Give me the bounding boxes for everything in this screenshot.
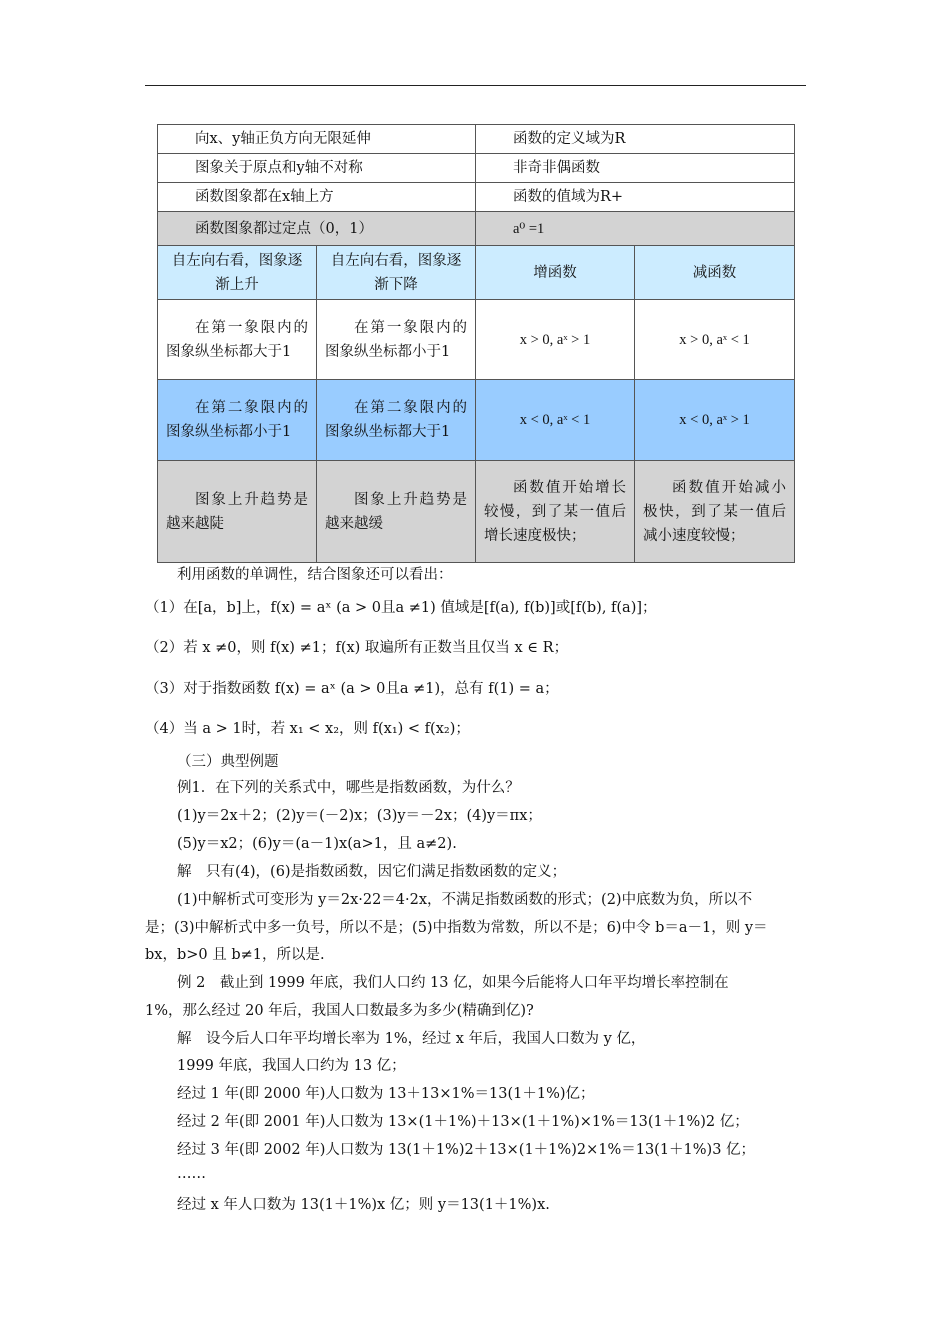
table-cell: 图象上升趋势是越来越缓: [317, 461, 476, 563]
table-cell: a⁰ =1: [476, 212, 795, 246]
table-cell: 在第二象限内的图象纵坐标都小于1: [158, 380, 317, 461]
table-row: [158, 246, 795, 300]
table-row: [158, 125, 795, 154]
paragraph: （4）当 a > 1时，若 x₁ < x₂，则 f(x₁) < f(x₂)；: [145, 721, 470, 737]
paragraph: (1)中解析式可变形为 y＝2x·22＝4·2x，不满足指数函数的形式；(2)中底数为负，所以不: [177, 892, 753, 908]
paragraph: （2）若 x ≠0，则 f(x) ≠1；f(x) 取遍所有正数当且仅当 x ∈ R；: [145, 640, 569, 656]
paragraph: 经过 1 年(即 2000 年)人口数为 13＋13×1%＝13(1＋1%)亿；: [177, 1086, 595, 1102]
table-row: [158, 461, 795, 563]
paragraph: 解 设今后人口年平均增长率为 1%，经过 x 年后，我国人口数为 y 亿，: [177, 1031, 646, 1047]
table-cell: 函数值开始减小极快，到了某一值后减小速度较慢；: [635, 461, 795, 563]
table-cell: x > 0, aˣ < 1: [635, 300, 795, 380]
table-row: [158, 380, 795, 461]
table-row: [158, 212, 795, 246]
table-cell: x > 0, aˣ > 1: [476, 300, 635, 380]
paragraph: 例 2 截止到 1999 年底，我们人口约 13 亿，如果今后能将人口年平均增长率控制在: [177, 975, 729, 991]
table-cell: 图象上升趋势是越来越陡: [158, 461, 317, 563]
paragraph: (5)y＝x2；(6)y＝(a－1)x(a>1，且 a≠2).: [177, 836, 457, 852]
paragraph: （3）对于指数函数 f(x) = aˣ (a > 0且a ≠1)，总有 f(1) = a；: [145, 681, 559, 697]
table-cell: 图象关于原点和y轴不对称: [158, 154, 476, 183]
properties-table: [157, 124, 795, 563]
header-rule: [145, 85, 806, 86]
table-row: [158, 300, 795, 380]
table-cell: x < 0, aˣ > 1: [635, 380, 795, 461]
table-cell: 向x、y轴正负方向无限延伸: [158, 125, 476, 154]
paragraph: 1%，那么经过 20 年后，我国人口数最多为多少(精确到亿)?: [145, 1003, 534, 1019]
table-cell: 函数图象都在x轴上方: [158, 183, 476, 212]
paragraph: (1)y＝2x＋2；(2)y＝(－2)x；(3)y＝－2x；(4)y＝πx；: [177, 808, 542, 824]
table-cell: 函数图象都过定点（0，1）: [158, 212, 476, 246]
paragraph: （1）在[a，b]上，f(x) = aˣ (a > 0且a ≠1) 值域是[f(a), f(b)]或[f(b), f(a)]；: [145, 600, 657, 616]
paragraph: 解 只有(4)，(6)是指数函数，因它们满足指数函数的定义；: [177, 864, 567, 880]
paragraph: 经过 x 年人口数为 13(1＋1%)x 亿；则 y＝13(1＋1%)x.: [177, 1197, 550, 1213]
table-cell: 减函数: [635, 246, 795, 300]
table-row: [158, 183, 795, 212]
paragraph: 经过 2 年(即 2001 年)人口数为 13×(1＋1%)＋13×(1＋1%)×1%＝13(1＋1%)2 亿；: [177, 1114, 749, 1130]
table-row: [158, 154, 795, 183]
table-cell: 自左向右看，图象逐渐下降: [317, 246, 476, 300]
table-cell: 增函数: [476, 246, 635, 300]
table-cell: 在第一象限内的图象纵坐标都大于1: [158, 300, 317, 380]
table-cell: 在第一象限内的图象纵坐标都小于1: [317, 300, 476, 380]
table-cell: 在第二象限内的图象纵坐标都大于1: [317, 380, 476, 461]
paragraph: 是；(3)中解析式中多一负号，所以不是；(5)中指数为常数，所以不是；6)中令 b＝a－1，则 y＝: [145, 920, 768, 936]
paragraph: 经过 3 年(即 2002 年)人口数为 13(1＋1%)2＋13×(1＋1%)2×1%＝13(1＋1%)3 亿；: [177, 1142, 756, 1158]
table-cell: x < 0, aˣ < 1: [476, 380, 635, 461]
table-cell: 函数的值域为R+: [476, 183, 795, 212]
paragraph: bx，b>0 且 b≠1，所以是.: [145, 947, 325, 963]
section-heading: （三）典型例题: [177, 754, 279, 770]
paragraph: ……: [177, 1166, 206, 1182]
paragraph: 利用函数的单调性，结合图象还可以看出：: [177, 567, 453, 583]
table-cell: 函数的定义域为R: [476, 125, 795, 154]
paragraph: 例1．在下列的关系式中，哪些是指数函数，为什么？: [177, 780, 520, 796]
table-cell: 自左向右看，图象逐渐上升: [158, 246, 317, 300]
table-cell: 非奇非偶函数: [476, 154, 795, 183]
paragraph: 1999 年底，我国人口约为 13 亿；: [177, 1058, 406, 1074]
table-cell: 函数值开始增长较慢，到了某一值后增长速度极快；: [476, 461, 635, 563]
